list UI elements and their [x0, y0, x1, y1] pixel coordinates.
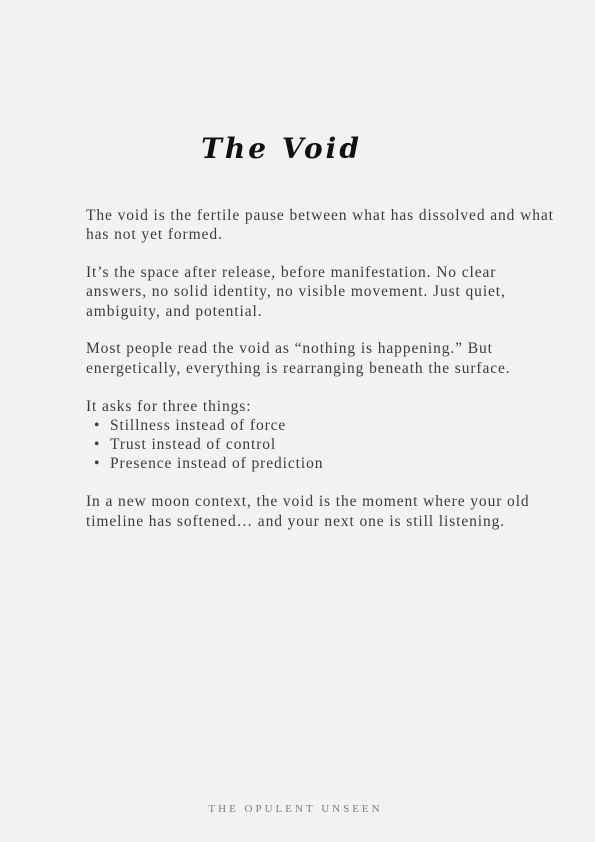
paragraph-space: It’s the space after release, before manifestation. No clear answers, no solid identity, no visible movement. Just quiet, ambiguity, and potential.: [86, 264, 506, 320]
list-item: [86, 454, 556, 473]
bullet-icon: •: [94, 416, 101, 434]
bullet-icon: •: [94, 455, 101, 473]
bullet-list: [86, 416, 556, 474]
list-item-text: Presence instead of prediction: [110, 455, 324, 473]
paragraph-asks: It asks for three things:: [86, 397, 252, 415]
list-item: [86, 416, 556, 435]
footer-brand: THE OPULENT UNSEEN: [208, 803, 383, 815]
paragraph-energetics: Most people read the void as “nothing is happening.” But energetically, everything is rearranging beneath the surface.: [86, 340, 511, 377]
page-title: The Void: [201, 132, 362, 165]
body-content: [86, 206, 556, 549]
list-item-text: Trust instead of control: [110, 436, 277, 454]
list-item: [86, 435, 556, 454]
paragraph-intro: The void is the fertile pause between what has dissolved and what has not yet formed.: [86, 207, 554, 244]
paragraph-closing: In a new moon context, the void is the moment where your old timeline has softened… and your next one is still listening.: [86, 493, 530, 530]
bullet-icon: •: [94, 436, 101, 454]
list-item-text: Stillness instead of force: [110, 416, 287, 434]
